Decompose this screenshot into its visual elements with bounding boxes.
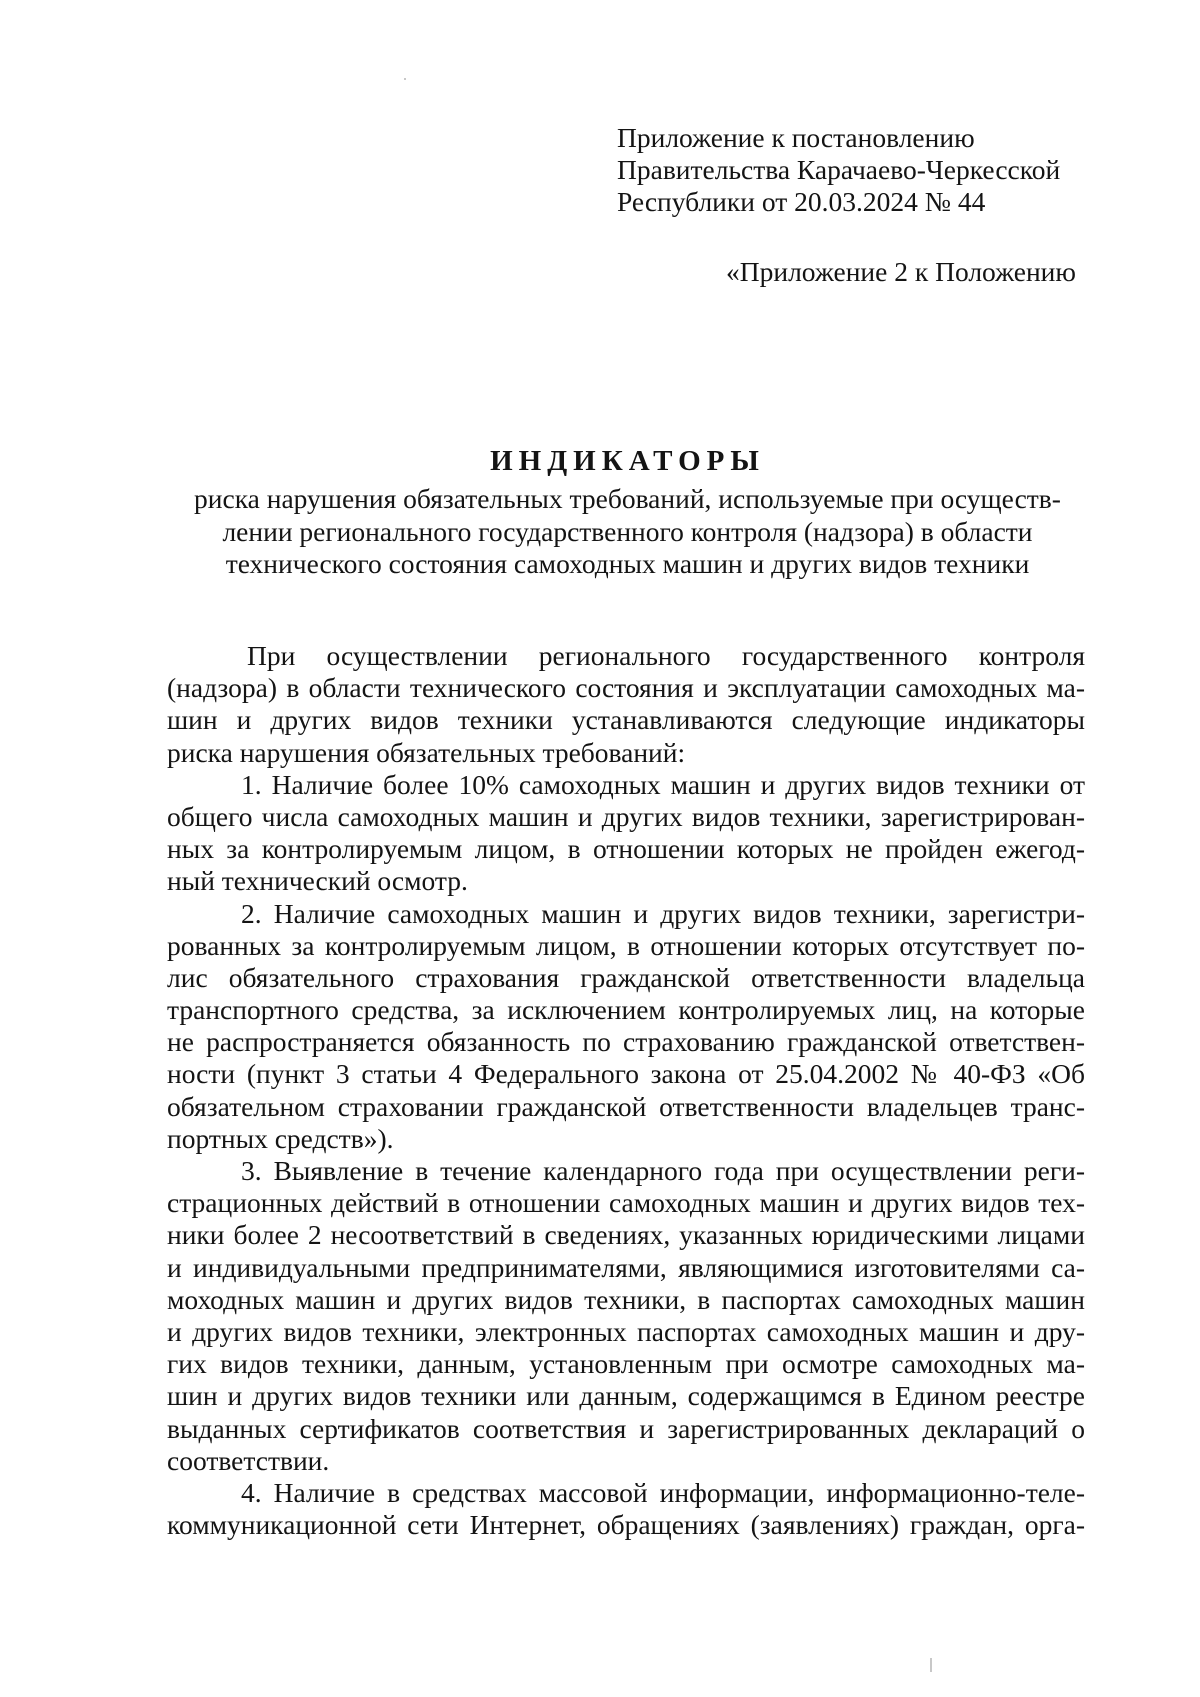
document-body	[167, 640, 1085, 1541]
body-line: лис обязательного страхования гражданской ответственности владельца	[167, 961, 1085, 993]
body-line: соответствии.	[167, 1444, 330, 1476]
scan-speck	[930, 1658, 932, 1672]
body-line: При осуществлении регионального государственного контроля	[247, 640, 1085, 671]
body-line: 3. Выявление в течение календарного года при осуществлении реги-	[241, 1155, 1085, 1186]
body-line: и других видов техники, электронных паспортах самоходных машин и дру-	[167, 1315, 1085, 1347]
body-line: шин и других видов техники устанавливаются следующие индикаторы	[167, 704, 1085, 736]
body-line: гих видов техники, данным, установленным при осмотре самоходных ма-	[167, 1348, 1085, 1380]
body-line: ники более 2 несоответствий в сведениях, указанных юридическими лицами	[167, 1219, 1085, 1251]
document-title: ИНДИКАТОРЫ	[490, 445, 765, 477]
intro-paragraph	[167, 640, 1085, 769]
body-line: общего числа самоходных машин и других видов техники, зарегистрирован-	[167, 800, 1085, 832]
body-line: коммуникационной сети Интернет, обращениях (заявлениях) граждан, орга-	[167, 1509, 1085, 1541]
document-subtitle	[160, 483, 1095, 581]
body-line: не распространяется обязанность по страхованию гражданской ответствен-	[167, 1026, 1085, 1058]
body-line: 4. Наличие в средствах массовой информации, информационно-теле-	[241, 1476, 1085, 1508]
body-line: страционных действий в отношении самоходных машин и других видов тех-	[167, 1187, 1085, 1219]
body-line: обязательном страховании гражданской ответственности владельцев транс-	[167, 1090, 1085, 1122]
body-line: шин и других видов техники или данным, содержащимся в Едином реестре	[167, 1380, 1085, 1412]
body-line: портных средств»).	[167, 1122, 394, 1154]
body-line: ных за контролируемым лицом, в отношении которых не пройден ежегод-	[167, 833, 1085, 865]
body-line: рованных за контролируемым лицом, в отношении которых отсутствует по-	[167, 929, 1085, 961]
scan-speck	[404, 78, 406, 80]
header-line: Приложение к постановлению	[617, 122, 975, 153]
approval-header	[617, 122, 1137, 218]
indicator-item-3	[167, 1155, 1085, 1477]
subtitle-line: риска нарушения обязательных требований, используемые при осуществ-	[194, 483, 1061, 514]
body-line: 1. Наличие более 10% самоходных машин и других видов техники от	[241, 768, 1085, 800]
body-line: ный технический осмотр.	[167, 865, 468, 897]
indicator-item-4	[167, 1477, 1085, 1541]
body-line: выданных сертификатов соответствия и зарегистрированных деклараций о	[167, 1412, 1085, 1444]
body-line: (надзора) в области технического состояния и эксплуатации самоходных ма-	[167, 672, 1085, 704]
header-line: Республики от 20.03.2024 № 44	[617, 186, 986, 217]
body-line: риска нарушения обязательных требований:	[167, 736, 686, 768]
body-line: 2. Наличие самоходных машин и других видов техники, зарегистри-	[241, 897, 1085, 929]
indicator-item-1	[167, 769, 1085, 898]
indicator-item-2	[167, 898, 1085, 1156]
body-line: ности (пункт 3 статьи 4 Федерального закона от 25.04.2002 № 40-ФЗ «Об	[167, 1058, 1085, 1090]
header-line: Правительства Карачаево-Черкесской	[617, 154, 1061, 185]
body-line: моходных машин и других видов техники, в паспортах самоходных машин	[167, 1283, 1085, 1315]
subtitle-line: лении регионального государственного контроля (надзора) в области	[222, 515, 1033, 547]
appendix-reference: «Приложение 2 к Положению	[726, 256, 1076, 287]
body-line: транспортного средства, за исключением контролируемых лиц, на которые	[167, 994, 1085, 1026]
body-line: и индивидуальными предпринимателями, являющимися изготовителями са-	[167, 1251, 1085, 1283]
subtitle-line: технического состояния самоходных машин и других видов техники	[225, 548, 1030, 579]
